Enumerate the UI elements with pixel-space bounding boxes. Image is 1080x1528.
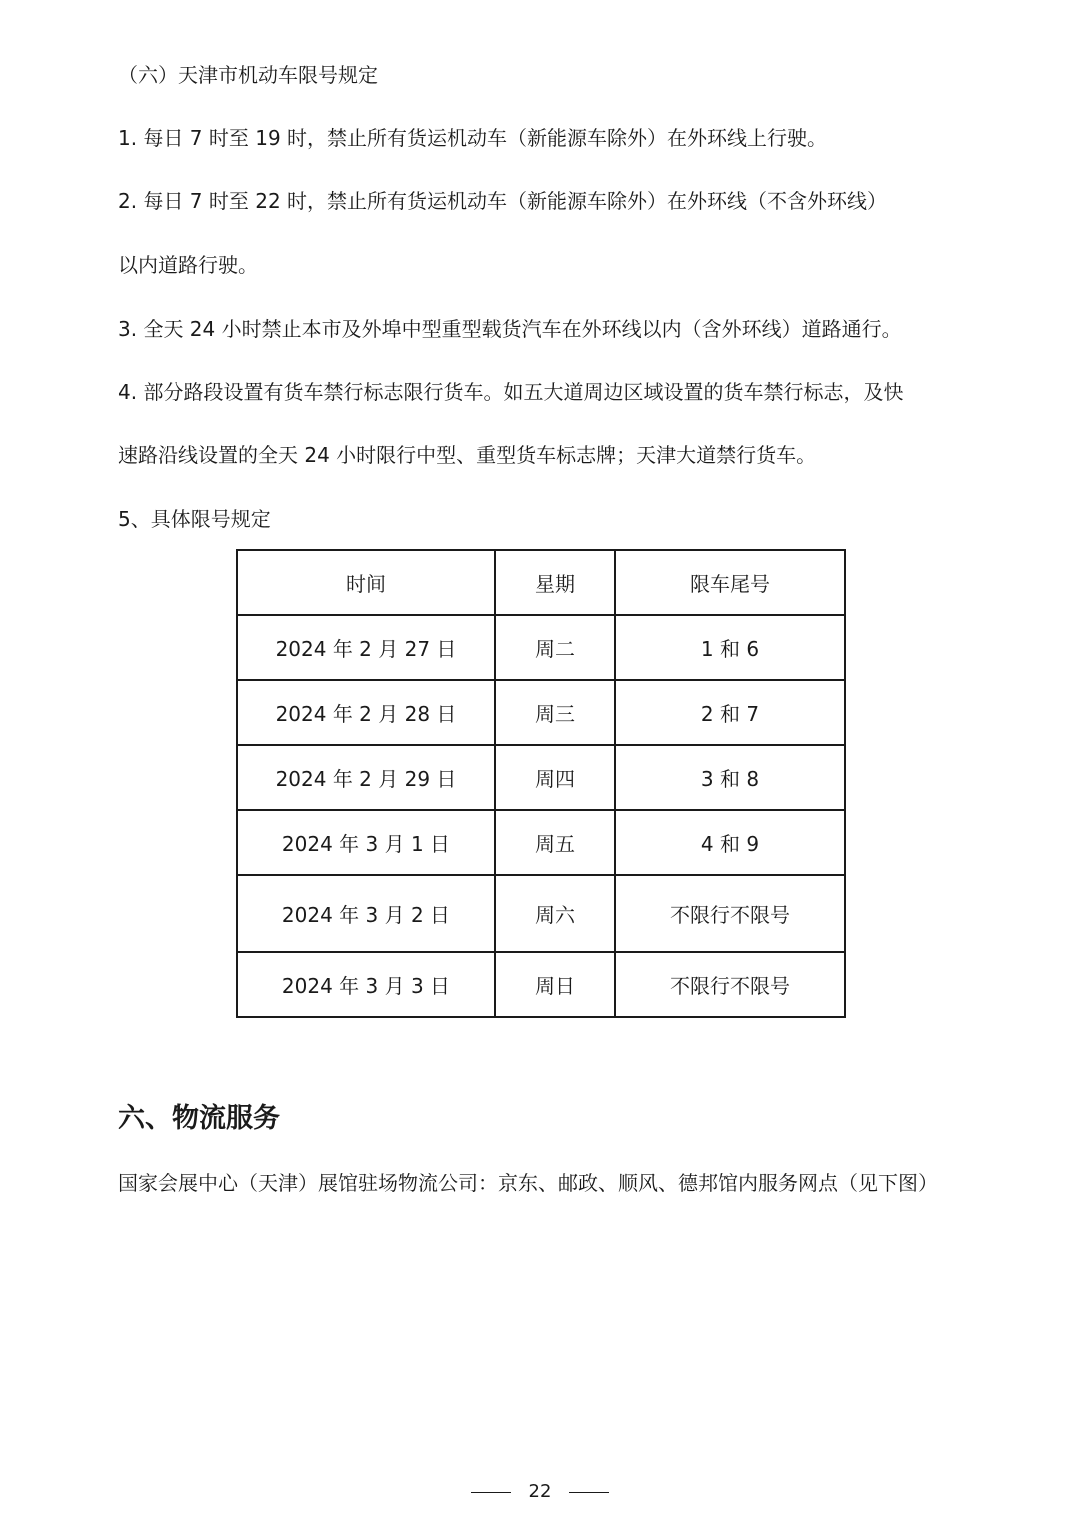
restriction-table (236, 549, 846, 1018)
logistics-body: 国家会展中心（天津）展馆驻场物流公司：京东、邮政、顺风、德邦馆内服务网点（见下图） (118, 1171, 938, 1195)
rule-4-line-2: 速路沿线设置的全天 24 小时限行中型、重型货车标志牌；天津大道禁行货车。 (118, 443, 817, 467)
rule-1: 1. 每日 7 时至 19 时，禁止所有货运机动车（新能源车除外）在外环线上行驶。 (118, 126, 828, 150)
cell-date: 2024 年 3 月 3 日 (237, 952, 495, 1017)
cell-tail-numbers: 不限行不限号 (615, 952, 845, 1017)
rule-2-line-1: 2. 每日 7 时至 22 时，禁止所有货运机动车（新能源车除外）在外环线（不含外环线） (118, 189, 888, 213)
table-row (237, 952, 845, 1017)
cell-tail-numbers: 1 和 6 (615, 615, 845, 680)
cell-weekday: 周二 (495, 615, 615, 680)
table-row (237, 615, 845, 680)
cell-weekday: 周四 (495, 745, 615, 810)
cell-tail-numbers: 2 和 7 (615, 680, 845, 745)
table-row (237, 875, 845, 952)
page-footer (0, 1478, 1080, 1506)
header-tail-numbers: 限车尾号 (615, 550, 845, 615)
cell-date: 2024 年 3 月 1 日 (237, 810, 495, 875)
table-row (237, 745, 845, 810)
cell-weekday: 周三 (495, 680, 615, 745)
cell-weekday: 周五 (495, 810, 615, 875)
cell-date: 2024 年 2 月 29 日 (237, 745, 495, 810)
cell-date: 2024 年 2 月 27 日 (237, 615, 495, 680)
table-row (237, 810, 845, 875)
header-weekday: 星期 (495, 550, 615, 615)
logistics-heading: 六、物流服务 (118, 1103, 280, 1134)
rule-3: 3. 全天 24 小时禁止本市及外埠中型重型载货汽车在外环线以内（含外环线）道路通行。 (118, 317, 902, 341)
page-number: 22 (528, 1481, 552, 1502)
cell-tail-numbers: 4 和 9 (615, 810, 845, 875)
cell-weekday: 周六 (495, 875, 615, 952)
cell-date: 2024 年 3 月 2 日 (237, 875, 495, 952)
footer-dash-left (471, 1492, 511, 1493)
footer-dash-right (569, 1492, 609, 1493)
cell-tail-numbers: 3 和 8 (615, 745, 845, 810)
table-row (237, 680, 845, 745)
table-header-row (237, 550, 845, 615)
rule-2-line-2: 以内道路行驶。 (118, 253, 258, 277)
rule-5-label: 5、具体限号规定 (118, 507, 271, 531)
rule-4-line-1: 4. 部分路段设置有货车禁行标志限行货车。如五大道周边区域设置的货车禁行标志，及快 (118, 380, 904, 404)
section-subtitle: （六）天津市机动车限号规定 (118, 63, 378, 87)
header-date: 时间 (237, 550, 495, 615)
cell-weekday: 周日 (495, 952, 615, 1017)
cell-tail-numbers: 不限行不限号 (615, 875, 845, 952)
cell-date: 2024 年 2 月 28 日 (237, 680, 495, 745)
